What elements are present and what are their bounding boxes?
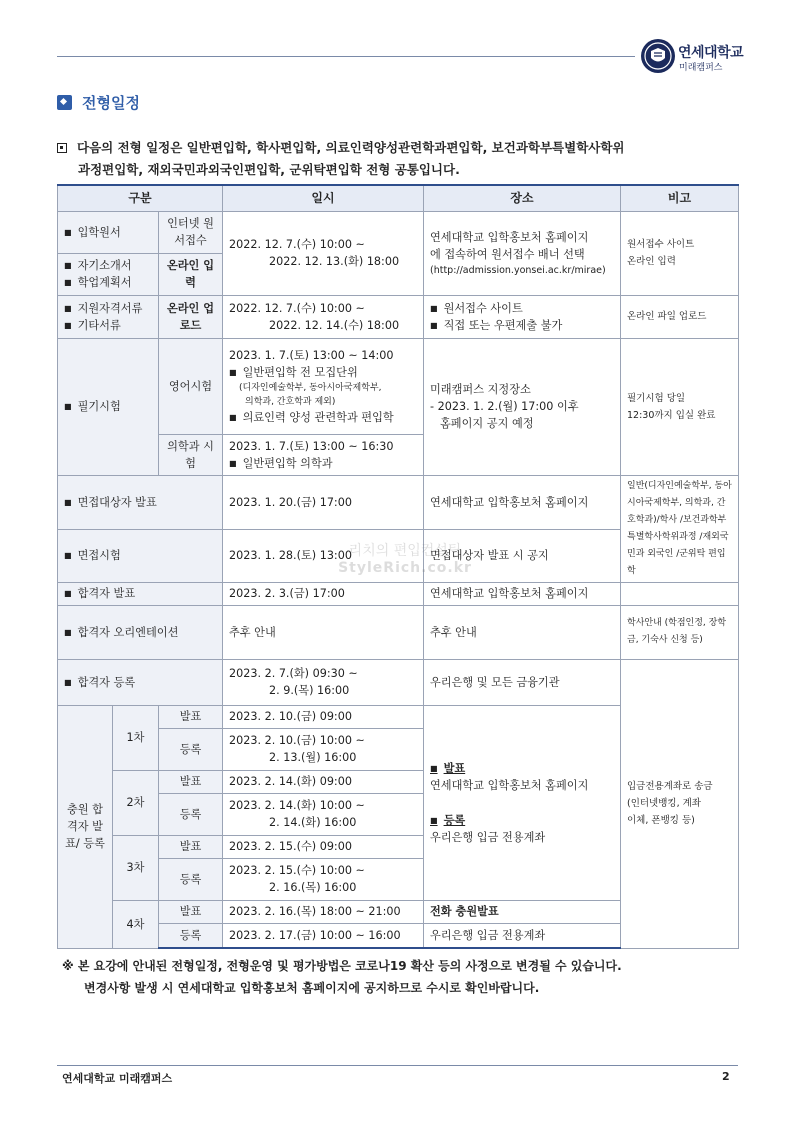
- application-place: [424, 211, 621, 295]
- english-item-1: ■ 일반편입학 전 모집단위: [229, 364, 417, 381]
- interview-note: 일반(디자인예술학부, 동아시아국제학부, 의학과, 간호학과)/학사 /보건과학부특별학사학위과정 /재외국민과 외국인 /군위탁 편입학: [621, 475, 739, 582]
- additional-note-3: 이체, 폰뱅킹 등): [627, 815, 695, 826]
- round-4-register-place: 우리은행 입금 전용계좌: [424, 923, 621, 948]
- additional-note-2: (인터넷뱅킹, 계좌: [627, 798, 701, 809]
- application-date-end: 2022. 12. 13.(화) 18:00: [269, 255, 400, 268]
- university-seal-icon: [640, 38, 676, 74]
- application-place-url: (http://admission.yonsei.ac.kr/mirae): [430, 264, 606, 276]
- study-plan-label: ■ 학업계획서: [64, 274, 152, 291]
- written-note-2: 12:30까지 입실 완료: [627, 409, 716, 421]
- documents-date-end: 2022. 12. 14.(수) 18:00: [269, 318, 400, 332]
- intro-paragraph: [57, 137, 737, 181]
- application-date-start: 2022. 12. 7.(수) 10:00 ~: [229, 238, 365, 251]
- footnote: [62, 955, 622, 999]
- additional-place-announce-title: ■ 발표: [430, 760, 614, 777]
- med-detail: [223, 434, 424, 475]
- application-note: [621, 211, 739, 295]
- application-note-line1: 원서접수 사이트: [627, 239, 695, 250]
- schedule-table: [57, 184, 739, 949]
- diamond-square-icon: [57, 95, 72, 110]
- header-category: 구분: [58, 185, 223, 211]
- additional-note: [621, 659, 739, 948]
- additional-note-1: 입금전용계좌로 송금: [627, 781, 713, 792]
- round-1-register-label: 등록: [159, 728, 223, 770]
- med-sub: 의학과 시험: [159, 434, 223, 475]
- header-campus: 미래캠퍼스: [679, 63, 723, 73]
- documents-place-1: ■ 원서접수 사이트: [430, 300, 614, 317]
- written-place: [424, 338, 621, 475]
- pass-announce-date: 2023. 2. 3.(금) 17:00: [223, 582, 424, 605]
- interview-label: ■ 면접시험: [64, 549, 121, 562]
- round-3-announce-date: 2023. 2. 15.(수) 09:00: [223, 835, 424, 858]
- round-4-register-label: 등록: [159, 923, 223, 948]
- round-4-announce-place: 전화 충원발표: [424, 900, 621, 923]
- round-2-announce-label: 발표: [159, 770, 223, 793]
- round-3-label: 3차: [113, 835, 159, 900]
- application-label: ■ 입학원서: [64, 226, 121, 239]
- section-title: [57, 92, 140, 113]
- watermark-line-1: 리치의 편입컨설팅: [348, 543, 462, 559]
- documents-note: 온라인 파일 업로드: [621, 295, 739, 338]
- table-row: [58, 605, 739, 659]
- self-intro-sub: 온라인 입력: [159, 253, 223, 295]
- round-4-announce-date: 2023. 2. 16.(목) 18:00 ~ 21:00: [223, 900, 424, 923]
- pass-announce-place: 연세대학교 입학홍보처 홈페이지: [424, 582, 621, 605]
- round-2-register-label: 등록: [159, 793, 223, 835]
- application-sub: 인터넷 원서접수: [159, 211, 223, 253]
- written-note-1: 필기시험 당일: [627, 392, 686, 404]
- written-note: [621, 338, 739, 475]
- round-4-label: 4차: [113, 900, 159, 948]
- registration-date-end: 2. 9.(목) 16:00: [269, 684, 350, 697]
- documents-place-2: ■ 직접 또는 우편제출 불가: [430, 317, 614, 334]
- documents-date: [223, 295, 424, 338]
- intro-line-2: 과정편입학, 재외국민과외국인편입학, 군위탁편입학 전형 공통입니다.: [78, 162, 460, 177]
- round-3-announce-label: 발표: [159, 835, 223, 858]
- additional-place-register: 우리은행 입금 전용계좌: [430, 830, 546, 844]
- additional-place-announce: 연세대학교 입학홍보처 홈페이지: [430, 778, 589, 792]
- header-university: 연세대학교: [678, 45, 744, 61]
- round-1-register-start: 2023. 2. 10.(금) 10:00 ~: [229, 734, 365, 747]
- header-datetime: 일시: [223, 185, 424, 211]
- table-row: [58, 582, 739, 605]
- application-place-line2: 에 접속하여 원서접수 배너 선택: [430, 247, 585, 261]
- english-item-1-note-2: 의학과, 간호학과 제외): [245, 396, 336, 407]
- table-header-row: [58, 185, 739, 211]
- square-bullet-icon: [57, 143, 67, 153]
- round-3-register-date: [223, 858, 424, 900]
- table-row: [58, 659, 739, 705]
- orientation-place: 추후 안내: [424, 605, 621, 659]
- additional-label: 충원 합격자 발표/ 등록: [58, 705, 113, 948]
- additional-place-register-title: ■ 등록: [430, 812, 614, 829]
- intro-line-1: 다음의 전형 일정은 일반편입학, 학사편입학, 의료인력양성관련학과편입학, 보건과학부특별학사학위: [77, 140, 625, 155]
- header-rule: [57, 56, 635, 57]
- round-1-register-end: 2. 13.(월) 16:00: [269, 751, 357, 764]
- interview-announce-label: ■ 면접대상자 발표: [64, 496, 157, 509]
- orientation-label: ■ 합격자 오리엔테이션: [64, 626, 178, 639]
- registration-place: 우리은행 및 모든 금융기관: [424, 659, 621, 705]
- self-intro-label: ■ 자기소개서: [64, 257, 152, 274]
- round-1-announce-label: 발표: [159, 705, 223, 728]
- footnote-line-1: ※ 본 요강에 안내된 전형일정, 전형운영 및 평가방법은 코로나19 확산 등의 사정으로 변경될 수 있습니다.: [62, 959, 622, 973]
- round-2-announce-date: 2023. 2. 14.(화) 09:00: [223, 770, 424, 793]
- english-item-2: ■ 의료인력 양성 관련학과 편입학: [229, 409, 417, 426]
- written-place-2: - 2023. 1. 2.(월) 17:00 이후: [430, 400, 579, 413]
- round-1-label: 1차: [113, 705, 159, 770]
- documents-place: [424, 295, 621, 338]
- documents-label-2: ■ 기타서류: [64, 317, 152, 334]
- interview-place: 면접대상자 발표 시 공지: [424, 530, 621, 582]
- interview-announce-date: 2023. 1. 20.(금) 17:00: [223, 475, 424, 530]
- orientation-date: 추후 안내: [223, 605, 424, 659]
- round-3-register-start: 2023. 2. 15.(수) 10:00 ~: [229, 864, 365, 877]
- round-3-register-label: 등록: [159, 858, 223, 900]
- interview-announce-place: 연세대학교 입학홍보처 홈페이지: [424, 475, 621, 530]
- orientation-note: 학사안내 (학점인정, 장학금, 기숙사 신청 등): [621, 605, 739, 659]
- registration-date-start: 2023. 2. 7.(화) 09:30 ~: [229, 667, 358, 680]
- english-item-1-note-1: (디자인예술학부, 동아시아국제학부,: [239, 382, 382, 393]
- section-title-text: 전형일정: [82, 94, 140, 112]
- english-date: 2023. 1. 7.(토) 13:00 ~ 14:00: [229, 348, 394, 362]
- round-1-announce-date: 2023. 2. 10.(금) 09:00: [223, 705, 424, 728]
- footer-campus: 연세대학교 미래캠퍼스: [62, 1072, 173, 1085]
- round-2-register-end: 2. 14.(화) 16:00: [269, 816, 357, 829]
- med-date: 2023. 1. 7.(토) 13:00 ~ 16:30: [229, 439, 394, 453]
- table-row: [58, 211, 739, 253]
- registration-date: [223, 659, 424, 705]
- documents-date-start: 2022. 12. 7.(수) 10:00 ~: [229, 301, 365, 315]
- written-place-3: 홈페이지 공지 예정: [440, 417, 534, 430]
- round-2-register-start: 2023. 2. 14.(화) 10:00 ~: [229, 799, 365, 812]
- additional-place: [424, 705, 621, 900]
- written-place-1: 미래캠퍼스 지정장소: [430, 383, 531, 396]
- med-item: ■ 일반편입학 의학과: [229, 455, 417, 472]
- table-row: [58, 475, 739, 530]
- round-3-register-end: 2. 16.(목) 16:00: [269, 881, 357, 894]
- page-number: 2: [722, 1070, 730, 1083]
- table-row: [58, 295, 739, 338]
- documents-label-1: ■ 지원자격서류: [64, 300, 152, 317]
- written-label: ■ 필기시험: [64, 400, 121, 413]
- round-2-register-date: [223, 793, 424, 835]
- round-2-label: 2차: [113, 770, 159, 835]
- registration-label: ■ 합격자 등록: [64, 676, 135, 689]
- footnote-line-2: 변경사항 발생 시 연세대학교 입학홍보처 홈페이지에 공지하므로 수시로 확인바랍니다.: [84, 981, 540, 995]
- header-note: 비고: [621, 185, 739, 211]
- application-note-line2: 온라인 입력: [627, 256, 676, 267]
- footer-rule: [57, 1065, 738, 1066]
- interview-date: 2023. 1. 28.(토) 13:00: [223, 530, 424, 582]
- round-4-register-date: 2023. 2. 17.(금) 10:00 ~ 16:00: [223, 923, 424, 948]
- pass-announce-note: [621, 582, 739, 605]
- table-row: [58, 338, 739, 434]
- application-place-line1: 연세대학교 입학홍보처 홈페이지: [430, 230, 589, 244]
- header-place: 장소: [424, 185, 621, 211]
- application-date: [223, 211, 424, 295]
- english-detail: [223, 338, 424, 434]
- round-4-announce-label: 발표: [159, 900, 223, 923]
- watermark-line-2: StyleRich.co.kr: [338, 560, 472, 576]
- english-sub: 영어시험: [159, 338, 223, 434]
- pass-announce-label: ■ 합격자 발표: [64, 587, 135, 600]
- round-1-register-date: [223, 728, 424, 770]
- documents-sub: 온라인 업로드: [159, 295, 223, 338]
